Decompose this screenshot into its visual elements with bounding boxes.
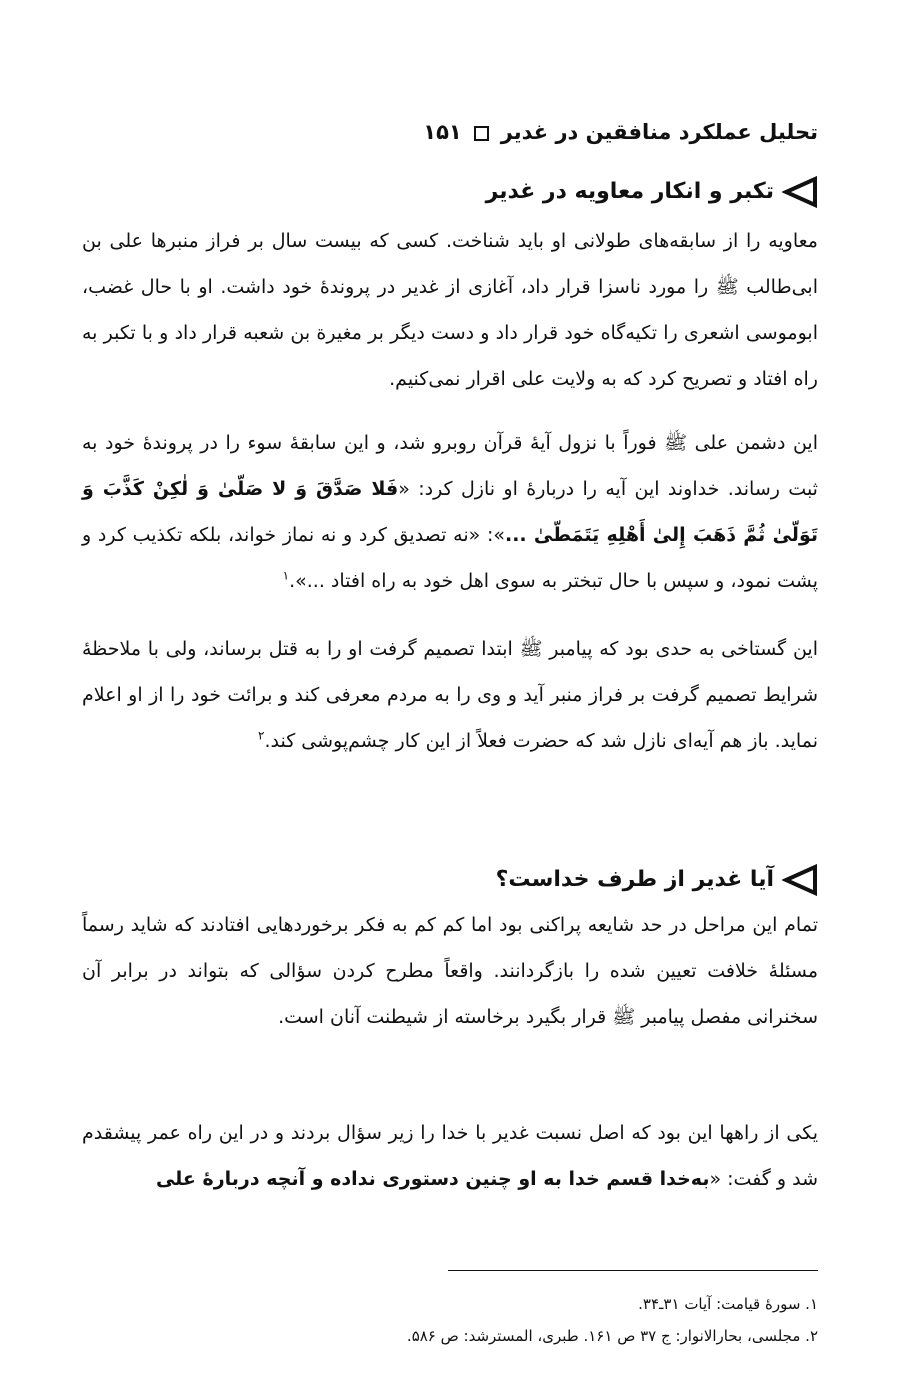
book-page [82, 0, 818, 1393]
section-title-2 [82, 860, 818, 900]
paragraph-2 [82, 420, 818, 604]
paragraph-5-intro: یکی از راهها این بود که اصل نسبت غدیر با خدا را زیر سؤال بردند و در این راه عمر پیشقدم شد و گفت: « [82, 1122, 818, 1190]
triangle-left-icon [782, 176, 818, 208]
square-icon [474, 126, 489, 141]
footnote-ref-2[interactable]: ۲ [258, 728, 265, 743]
paragraph-1: معاویه را از سابقه‌های طولانی او باید شناخت. کسی که بیست سال بر فراز منبرها علی بن ابی‌طالب ﷺ را مورد ناسزا قرار داد، آغازی از غدیر در پروندهٔ خود داشت. او با حال غضب، ابوموسی اشعری را تکیه‌گاه خود قرار داد و دست دیگر بر مغیرة بن شعبه قرار داد و با تکبر به راه افتاد و تصریح کرد که به ولایت علی اقرار نمی‌کنیم. [82, 230, 818, 390]
paragraph-5-quote: به‌خدا قسم خدا به او چنین دستوری نداده و آنچه دربارهٔ علی [155, 1168, 710, 1190]
header-title: تحلیل عملکرد منافقین در غدیر [500, 120, 818, 144]
triangle-left-icon [782, 864, 818, 896]
paragraph-2-translation: »: «نه تصدیق کرد و نه نماز خواند، بلکه تکذیب کرد و پشت نمود، و سپس با حال تبختر به سوی اهل خود به راه افتاد ...». [82, 524, 818, 592]
section-2-heading: آیا غدیر از طرف خداست؟ [495, 867, 774, 892]
section-1-heading: تکبر و انکار معاویه در غدیر [485, 179, 774, 204]
footnote-2: ۲. مجلسی، بحارالانوار: ج ۳۷ ص ۱۶۱. طبری، المسترشد: ص ۵۸۶. [406, 1327, 818, 1345]
running-header [82, 116, 818, 148]
paragraph-3 [82, 626, 818, 764]
footnote-ref-1[interactable]: ۱ [282, 568, 290, 583]
paragraph-4: تمام این مراحل در حد شایعه پراکنی بود اما کم کم به فکر برخوردهایی افتادند که شاید رسماً مسئلهٔ خلافت تعیین شده را بازگردانند. واقعاً مطرح کردن سؤالی که بتواند در برابر آن سخنرانی مفصل پیامبر ﷺ قرار بگیرد برخاسته از شیطنت آنان است. [82, 914, 818, 1028]
page-number: ۱۵۱ [423, 120, 462, 144]
paragraph-2-intro: این دشمن علی ﷺ فوراً با نزول آیهٔ قرآن روبرو شد، و این سابقهٔ سوء را در پروندهٔ خود به ثبت رساند. خداوند این آیه را دربارهٔ او نازل کرد: « [82, 432, 818, 500]
footnote-divider [448, 1270, 818, 1271]
section-title-1 [82, 172, 818, 212]
footnote-1: ۱. سورهٔ قیامت: آیات ۳۱ـ۳۴. [638, 1295, 818, 1313]
quran-verse: فَلا صَدَّقَ وَ لا صَلّىٰ وَ لٰكِنْ كَذَّبَ وَ تَوَلّىٰ ثُمَّ ذَهَبَ إِلىٰ أَهْلِهِ يَتَمَطّىٰ ... [82, 478, 818, 546]
paragraph-3-text: این گستاخی به حدی بود که پیامبر ﷺ ابتدا تصمیم گرفت او را به قتل برساند، ولی با ملاحظهٔ شرایط تصمیم گرفت بر فراز منبر آید و وی را به مردم معرفی کند و برائت خود را از او اعلام نماید. باز هم آیه‌ای نازل شد که حضرت فعلاً از این کار چشم‌پوشی کند. [82, 638, 818, 752]
paragraph-5 [82, 1110, 818, 1202]
